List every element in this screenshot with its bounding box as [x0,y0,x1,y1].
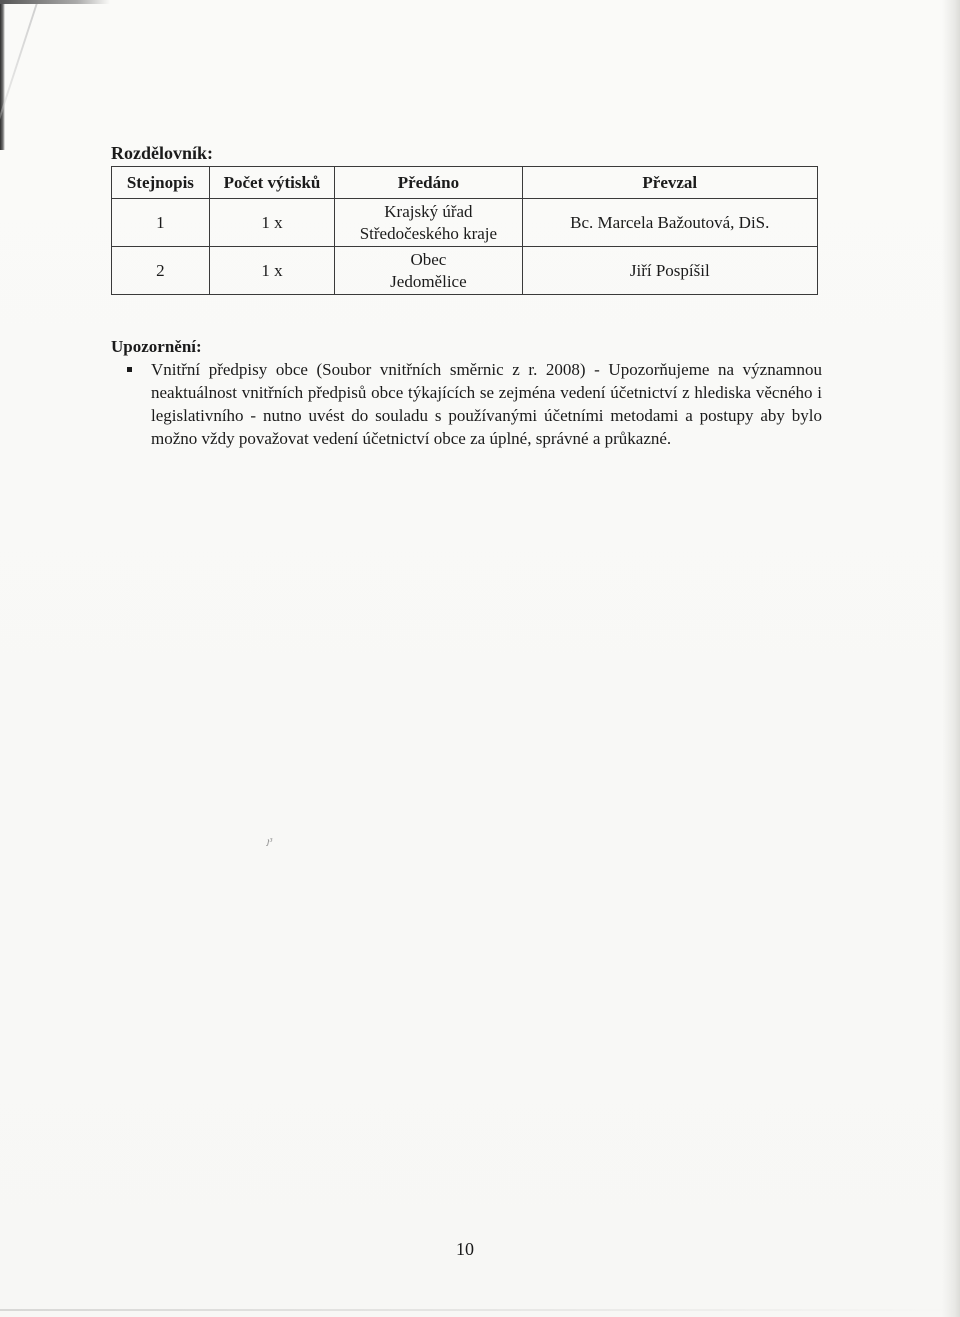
scan-edge-left [0,0,5,150]
column-header-copy: Stejnopis [112,167,210,199]
scan-speck: ȷ³ [267,836,273,846]
scan-edge-right [942,0,960,1317]
scan-edge-top [0,0,110,4]
scan-fold-mark [0,4,38,174]
cell-count: 1 x [209,247,334,295]
cell-handed-line1: Krajský úřad [384,201,473,221]
cell-handed-line2: Jedomělice [390,271,467,291]
cell-count: 1 x [209,199,334,247]
distribution-table [111,166,818,295]
notice-text: Vnitřní předpisy obce (Soubor vnitřních směrnic z r. 2008) - Upozorňujeme na významnou neaktuálnost vnitřních předpisů obce týkajících se zejména vedení účetnictví z hlediska věcného i legislativního - nutno uvést do souladu s používanými účetními metodami a postupy aby bylo možno vždy považovat vedení účetnictví obce za úplné, správné a průkazné. [151,360,822,448]
cell-copy: 1 [112,199,210,247]
list-item [127,358,822,450]
cell-received: Bc. Marcela Bažoutová, DiS. [522,199,817,247]
cell-handed [335,199,522,247]
table-row [112,199,818,247]
notice-list [127,358,822,450]
scan-edge-bottom [0,1309,960,1311]
distribution-heading: Rozdělovník: [111,143,214,163]
cell-received: Jiří Pospíšil [522,247,817,295]
cell-copy: 2 [112,247,210,295]
column-header-count: Počet výtisků [209,167,334,199]
bullet-icon [127,367,132,372]
cell-handed-line2: Středočeského kraje [359,223,498,243]
cell-handed [335,247,522,295]
table-header-row [112,167,818,199]
notice-heading: Upozornění: [111,337,202,356]
table-row [112,247,818,295]
page-number: 10 [456,1239,474,1259]
column-header-received: Převzal [522,167,817,199]
cell-handed-line1: Obec [410,249,447,269]
column-header-handed: Předáno [335,167,522,199]
